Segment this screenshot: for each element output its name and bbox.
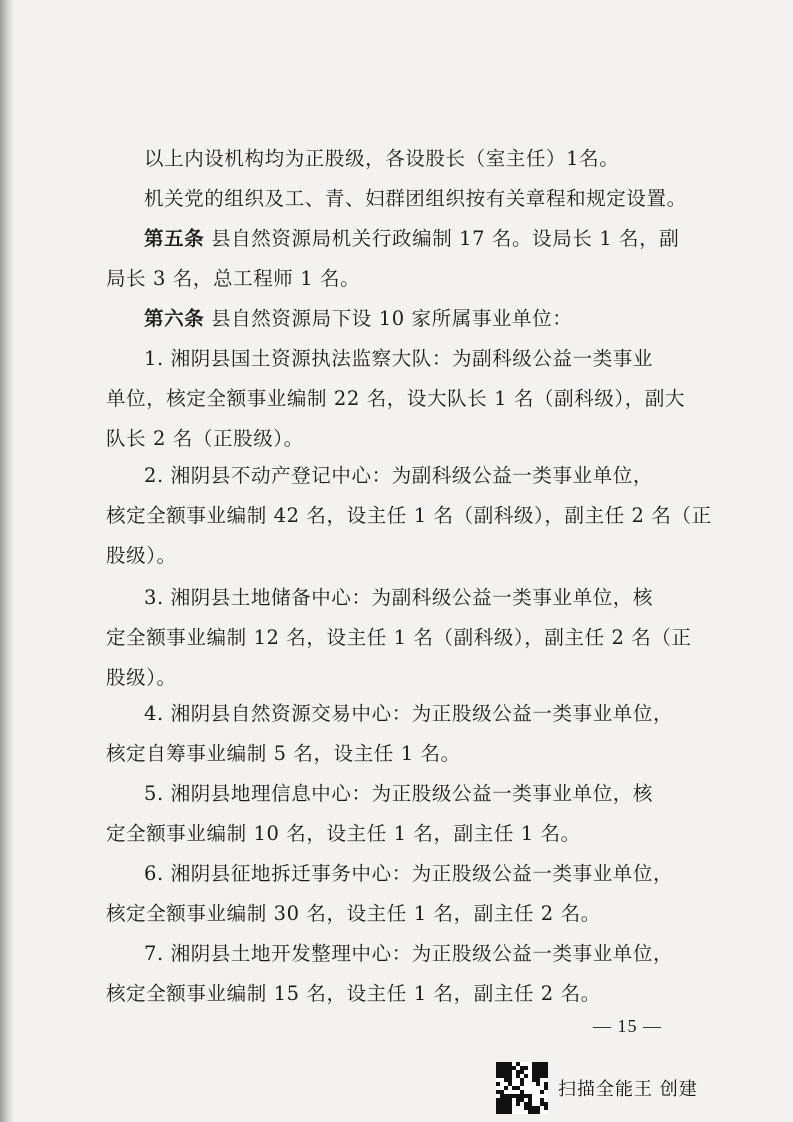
text-line: 5. 湘阴县地理信息中心：为正股级公益一类事业单位，核 (144, 782, 654, 805)
text-line: 以上内设机构均为正股级，各设股长（室主任）1名。 (144, 147, 620, 170)
text-line: 核定全额事业编制 30 名，设主任 1 名，副主任 2 名。 (106, 902, 601, 925)
text-line: 1. 湘阴县国土资源执法监察大队：为副科级公益一类事业 (144, 347, 654, 370)
text-line: 4. 湘阴县自然资源交易中心：为正股级公益一类事业单位， (144, 702, 674, 725)
text-line: 股级）。 (106, 544, 177, 567)
scanner-watermark (496, 1060, 698, 1116)
page-number: — 15 — (593, 1016, 662, 1036)
text-line: 定全额事业编制 10 名，设主任 1 名，副主任 1 名。 (106, 822, 581, 845)
text-line: 股级）。 (106, 666, 177, 689)
qr-module (544, 1110, 548, 1114)
text-line (106, 219, 686, 259)
scan-edge-shadow (0, 0, 14, 1122)
text-line: 单位，核定全额事业编制 22 名，设大队长 1 名（副科级），副大 (106, 387, 686, 410)
paragraph-party-organization (106, 179, 686, 219)
qr-code-icon (496, 1062, 548, 1114)
text-line: 6. 湘阴县征地拆迁事务中心：为正股级公益一类事业单位， (144, 862, 674, 885)
list-item (106, 854, 686, 934)
text-line: 2. 湘阴县不动产登记中心：为副科级公益一类事业单位， (144, 464, 654, 487)
watermark-text: 扫描全能王 创建 (558, 1079, 698, 1100)
article-heading: 第五条 (144, 227, 205, 250)
article-heading: 第六条 (144, 307, 205, 330)
list-item (106, 774, 686, 854)
text-line: 3. 湘阴县土地储备中心：为副科级公益一类事业单位，核 (144, 586, 654, 609)
text-line: 定全额事业编制 12 名，设主任 1 名（副科级），副主任 2 名（正 (106, 626, 692, 649)
list-item (106, 694, 686, 774)
list-item (106, 578, 692, 698)
article-text: 县自然资源局机关行政编制 17 名。设局长 1 名，副 (204, 227, 680, 250)
list-item (106, 339, 686, 459)
text-line: 队长 2 名（正股级）。 (106, 427, 304, 450)
paragraph-article-5 (106, 219, 686, 299)
text-line: 局长 3 名，总工程师 1 名。 (106, 267, 361, 290)
article-text: 县自然资源局下设 10 家所属事业单位： (204, 307, 573, 330)
paragraph-internal-units (106, 139, 686, 179)
text-line: 核定全额事业编制 15 名，设主任 1 名，副主任 2 名。 (106, 982, 601, 1005)
text-line: 核定自筹事业编制 5 名，设主任 1 名。 (106, 742, 461, 765)
text-line (106, 299, 686, 339)
list-item (106, 456, 712, 576)
list-item (106, 934, 686, 1014)
text-line: 机关党的组织及工、青、妇群团组织按有关章程和规定设置。 (144, 187, 687, 210)
text-line: 7. 湘阴县土地开发整理中心：为正股级公益一类事业单位， (144, 942, 674, 965)
paragraph-article-6 (106, 299, 686, 339)
text-line: 核定全额事业编制 42 名，设主任 1 名（副科级），副主任 2 名（正 (106, 504, 712, 527)
